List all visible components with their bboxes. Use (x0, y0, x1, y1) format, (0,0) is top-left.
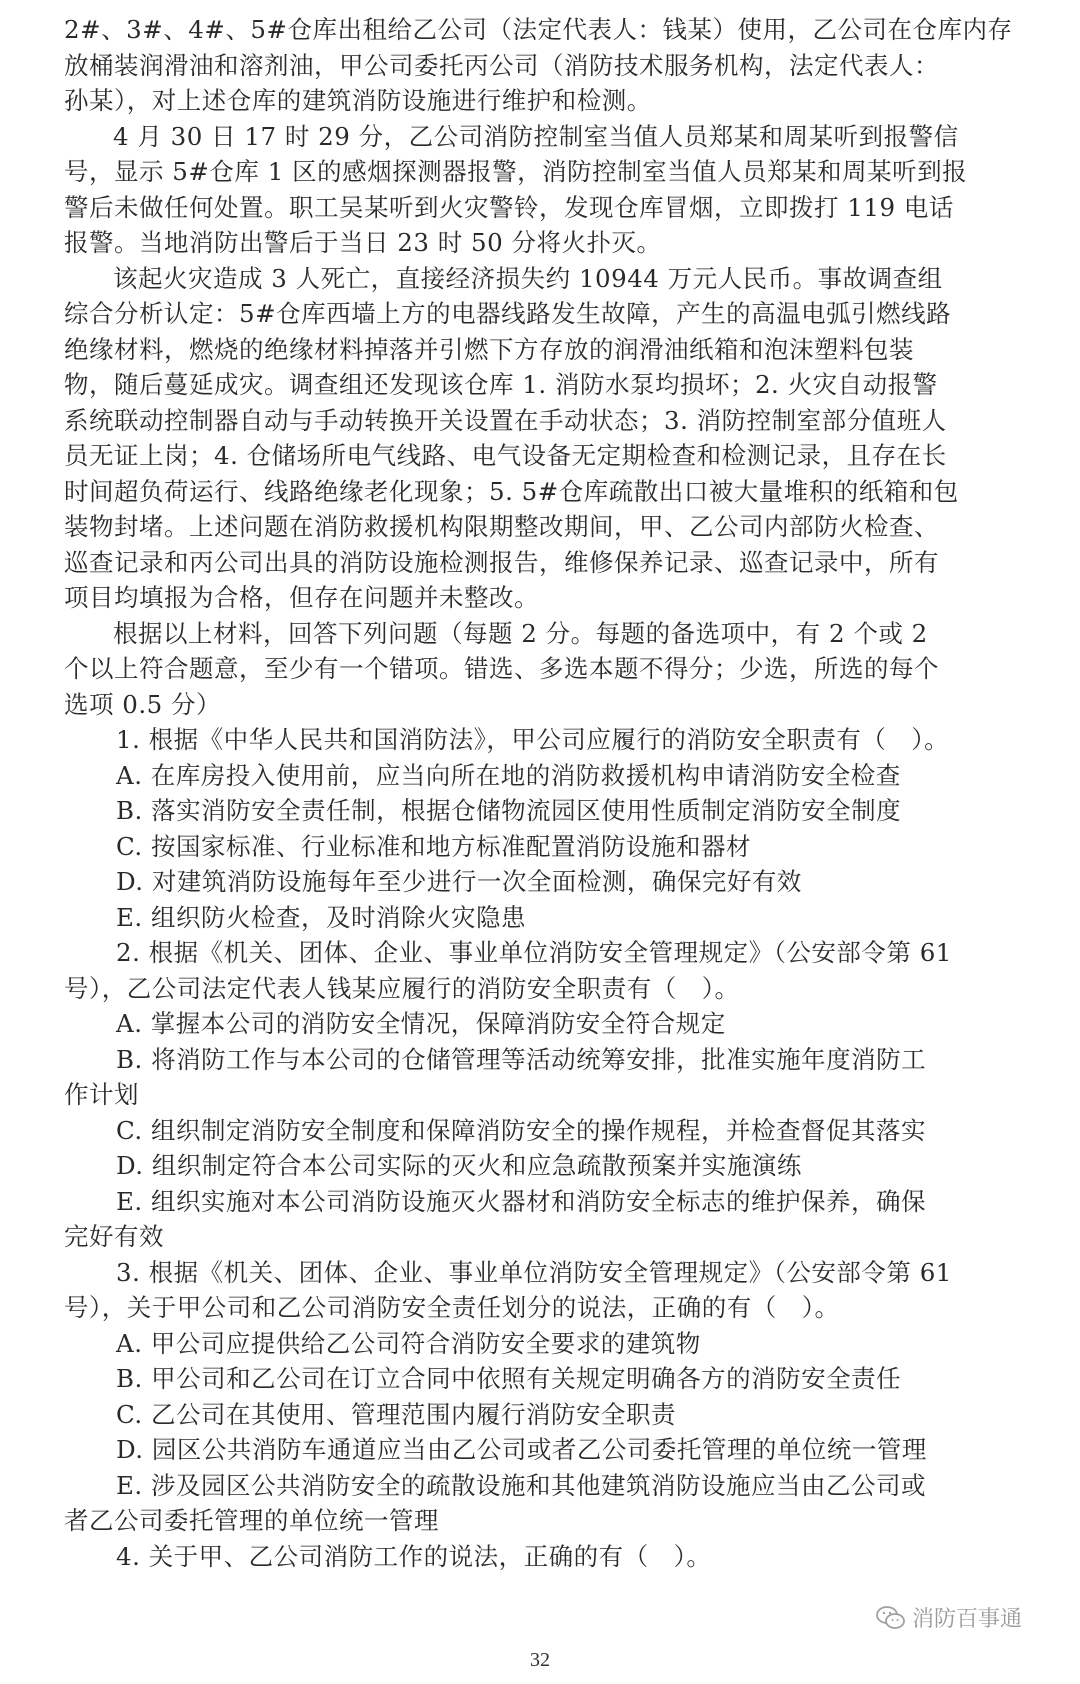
text-line: 综合分析认定：5#仓库西墙上方的电器线路发生故障，产生的高温电弧引燃线路 (64, 299, 952, 328)
option-line: E. 组织实施对本公司消防设施灭火器材和消防安全标志的维护保养，确保 (116, 1186, 926, 1216)
option-line: C. 组织制定消防安全制度和保障消防安全的操作规程，并检查督促其落实 (116, 1115, 926, 1145)
text-line: 选项 0.5 分） (64, 689, 222, 719)
wechat-icon (876, 1605, 906, 1631)
text-line: 绝缘材料，燃烧的绝缘材料掉落并引燃下方存放的润滑油纸箱和泡沫塑料包装 (64, 334, 914, 364)
text-line: 系统联动控制器自动与手动转换开关设置在手动状态；3. 消防控制室部分值班人 (64, 405, 947, 435)
question-line: 4. 关于甲、乙公司消防工作的说法，正确的有（ ）。 (116, 1541, 712, 1571)
question-line: 1. 根据《中华人民共和国消防法》，甲公司应履行的消防安全职责有（ ）。 (116, 725, 950, 754)
watermark-text: 消防百事通 (911, 1607, 1022, 1632)
option-line: D. 园区公共消防车通道应当由乙公司或者乙公司委托管理的单位统一管理 (116, 1435, 927, 1464)
option-line: D. 对建筑消防设施每年至少进行一次全面检测，确保完好有效 (116, 867, 802, 896)
text-line: 报警。当地消防出警后于当日 23 时 50 分将火扑灭。 (64, 228, 662, 257)
option-line: E. 组织防火检查，及时消除火灾隐患 (116, 902, 526, 932)
text-line: 时间超负荷运行、线路绝缘老化现象；5. 5#仓库疏散出口被大量堆积的纸箱和包 (64, 476, 959, 506)
option-line: B. 甲公司和乙公司在订立合同中依照有关规定明确各方的消防安全责任 (116, 1364, 902, 1393)
text-line: 装物封堵。上述问题在消防救援机构限期整改期间，甲、乙公司内部防火检查、 (64, 512, 939, 541)
page-number: 32 (530, 1649, 550, 1671)
question-line: 2. 根据《机关、团体、企业、事业单位消防安全管理规定》（公安部令第 61 (116, 938, 952, 967)
text-line: 者乙公司委托管理的单位统一管理 (64, 1506, 439, 1535)
option-line: C. 乙公司在其使用、管理范围内履行消防安全职责 (116, 1399, 676, 1429)
paragraph-start-line: 4 月 30 日 17 时 29 分，乙公司消防控制室当值人员郑某和周某听到报警信 (113, 121, 959, 151)
option-line: C. 按国家标准、行业标准和地方标准配置消防设施和器材 (116, 831, 751, 861)
text-line: 完好有效 (64, 1222, 164, 1251)
text-line: 物，随后蔓延成灾。调查组还发现该仓库 1. 消防水泵均损坏；2. 火灾自动报警 (64, 370, 938, 399)
paragraph-start-line: 根据以上材料，回答下列问题（每题 2 分。每题的备选项中，有 2 个或 2 (113, 618, 928, 648)
paragraph-start-line: 该起火灾造成 3 人死亡，直接经济损失约 10944 万元人民币。事故调查组 (113, 263, 943, 293)
option-line: E. 涉及园区公共消防安全的疏散设施和其他建筑消防设施应当由乙公司或 (116, 1470, 926, 1500)
text-line: 号，显示 5#仓库 1 区的感烟探测器报警，消防控制室当值人员郑某和周某听到报 (64, 157, 968, 186)
option-line: A. 在库房投入使用前，应当向所在地的消防救援机构申请消防安全检查 (116, 760, 901, 790)
option-line: A. 掌握本公司的消防安全情况，保障消防安全符合规定 (116, 1009, 726, 1038)
question-line: 3. 根据《机关、团体、企业、事业单位消防安全管理规定》（公安部令第 61 (116, 1257, 952, 1287)
wechat-watermark (876, 1602, 1022, 1633)
text-line: 号），乙公司法定代表人钱某应履行的消防安全职责有（ ）。 (64, 973, 740, 1003)
text-line: 巡查记录和丙公司出具的消防设施检测报告，维修保养记录、巡查记录中，所有 (64, 547, 939, 577)
text-line: 号），关于甲公司和乙公司消防安全责任划分的说法，正确的有（ ）。 (64, 1293, 840, 1322)
document-body (64, 12, 1020, 1574)
text-line: 警后未做任何处置。职工吴某听到火灾警铃，发现仓库冒烟，立即拨打 119 电话 (64, 192, 954, 222)
option-line: D. 组织制定符合本公司实际的灭火和应急疏散预案并实施演练 (116, 1151, 802, 1180)
option-line: A. 甲公司应提供给乙公司符合消防安全要求的建筑物 (116, 1328, 701, 1358)
text-line: 项目均填报为合格，但存在问题并未整改。 (64, 583, 539, 612)
text-line: 作计划 (64, 1080, 139, 1109)
option-line: B. 落实消防安全责任制，根据仓储物流园区使用性质制定消防安全制度 (116, 796, 902, 825)
text-line: 员无证上岗；4. 仓储场所电气线路、电气设备无定期检查和检测记录，且存在长 (64, 441, 947, 470)
option-line: B. 将消防工作与本公司的仓储管理等活动统筹安排，批准实施年度消防工 (116, 1044, 927, 1074)
text-line: 放桶装润滑油和溶剂油，甲公司委托丙公司（消防技术服务机构，法定代表人： (64, 50, 939, 80)
text-line: 个以上符合题意，至少有一个错项。错选、多选本题不得分；少选，所选的每个 (64, 654, 939, 683)
text-line: 孙某），对上述仓库的建筑消防设施进行维护和检测。 (64, 86, 652, 115)
text-line: 2#、3#、4#、5#仓库出租给乙公司（法定代表人：钱某）使用，乙公司在仓库内存 (64, 15, 1013, 44)
